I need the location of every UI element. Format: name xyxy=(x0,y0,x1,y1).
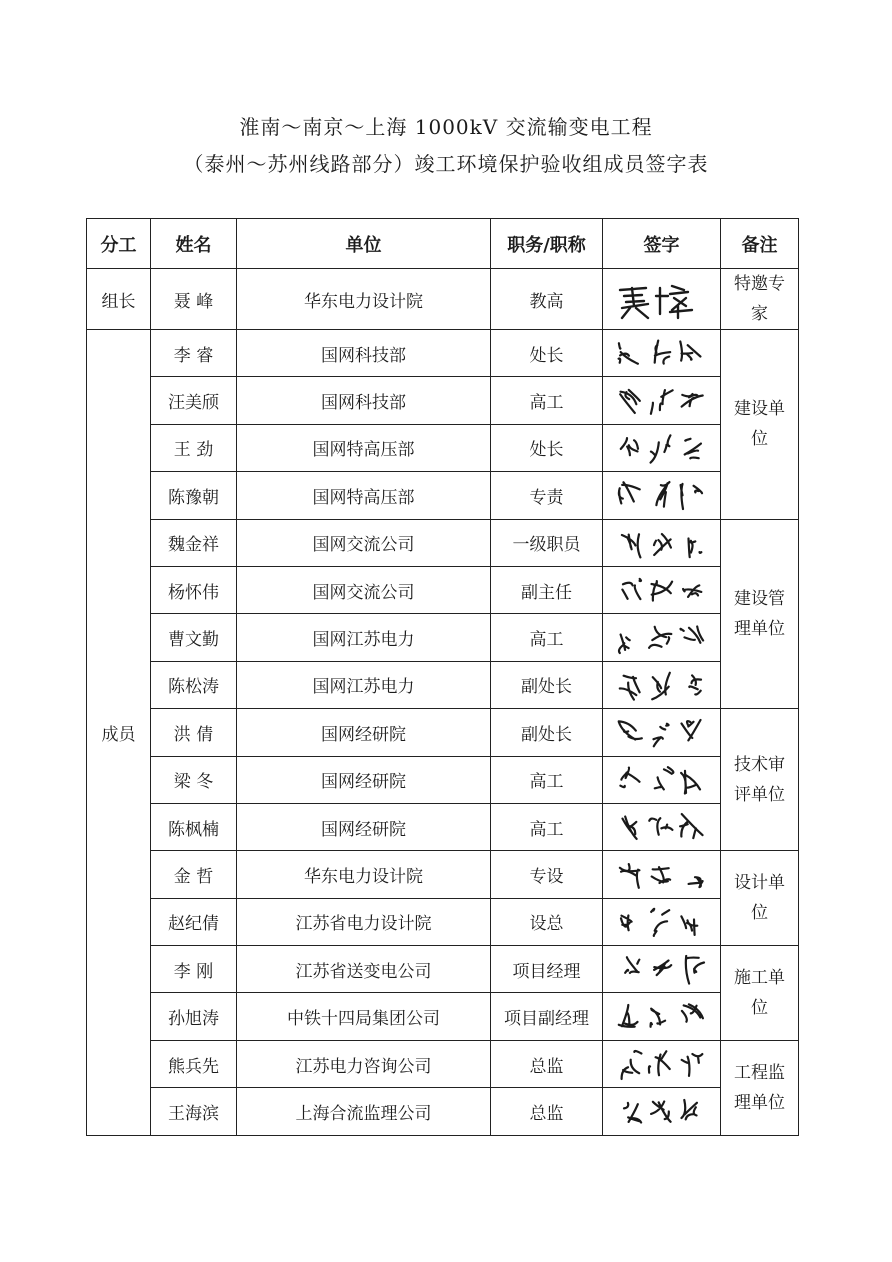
member-name: 王海滨 xyxy=(151,1088,237,1135)
member-signature xyxy=(603,377,721,424)
member-unit: 华东电力设计院 xyxy=(237,851,491,898)
member-signature xyxy=(603,946,721,993)
table-row xyxy=(87,898,799,945)
member-position: 总监 xyxy=(491,1088,603,1135)
handwritten-signature-icon xyxy=(610,522,714,564)
member-position: 总监 xyxy=(491,1040,603,1087)
leader-name: 聂 峰 xyxy=(151,269,237,330)
document-title-line-2: （泰州～苏州线路部分）竣工环境保护验收组成员签字表 xyxy=(183,152,709,176)
member-position: 项目副经理 xyxy=(491,993,603,1040)
handwritten-signature-icon xyxy=(610,759,714,801)
member-position: 一级职员 xyxy=(491,519,603,566)
table-row xyxy=(87,946,799,993)
member-unit: 国网科技部 xyxy=(237,377,491,424)
member-name: 曹文勤 xyxy=(151,614,237,661)
member-unit: 江苏省送变电公司 xyxy=(237,946,491,993)
member-name: 熊兵先 xyxy=(151,1040,237,1087)
member-unit: 国网经研院 xyxy=(237,756,491,803)
member-signature xyxy=(603,803,721,850)
member-unit: 国网科技部 xyxy=(237,330,491,377)
header-note: 备注 xyxy=(721,219,799,269)
member-name: 汪美颀 xyxy=(151,377,237,424)
table-row xyxy=(87,472,799,519)
member-position: 副处长 xyxy=(491,661,603,708)
table-row xyxy=(87,377,799,424)
leader-role: 组长 xyxy=(87,269,151,330)
table-row xyxy=(87,566,799,613)
member-signature xyxy=(603,661,721,708)
table-row xyxy=(87,803,799,850)
member-unit: 国网特高压部 xyxy=(237,472,491,519)
handwritten-signature-icon xyxy=(610,1090,714,1132)
note-guanli: 建设管理单位 xyxy=(721,519,799,709)
member-signature xyxy=(603,851,721,898)
document-title-line-1: 淮南～南京～上海 1000kV 交流输变电工程 xyxy=(239,115,653,139)
leader-note: 特邀专家 xyxy=(721,269,799,330)
member-unit: 国网江苏电力 xyxy=(237,661,491,708)
handwritten-signature-icon xyxy=(610,427,714,469)
member-name: 金 哲 xyxy=(151,851,237,898)
signature-table xyxy=(86,218,799,1136)
member-unit: 国网交流公司 xyxy=(237,566,491,613)
handwritten-signature-icon xyxy=(610,332,714,374)
handwritten-signature-icon xyxy=(610,474,714,516)
table-row xyxy=(87,1040,799,1087)
member-name: 陈松涛 xyxy=(151,661,237,708)
member-name: 陈枫楠 xyxy=(151,803,237,850)
member-signature xyxy=(603,1040,721,1087)
member-position: 高工 xyxy=(491,756,603,803)
header-name: 姓名 xyxy=(151,219,237,269)
table-row xyxy=(87,330,799,377)
member-name: 魏金祥 xyxy=(151,519,237,566)
handwritten-signature-icon xyxy=(610,806,714,848)
handwritten-signature-icon xyxy=(610,853,714,895)
handwritten-signature-icon xyxy=(610,901,714,943)
leader-signature xyxy=(603,269,721,330)
member-name: 洪 倩 xyxy=(151,709,237,756)
member-signature xyxy=(603,709,721,756)
member-unit: 国网经研院 xyxy=(237,709,491,756)
leader-unit: 华东电力设计院 xyxy=(237,269,491,330)
member-name: 孙旭涛 xyxy=(151,993,237,1040)
member-signature xyxy=(603,519,721,566)
note-jianshe: 建设单位 xyxy=(721,330,799,520)
member-name: 杨怀伟 xyxy=(151,566,237,613)
leader-position: 教高 xyxy=(491,269,603,330)
note-sheji: 设计单位 xyxy=(721,851,799,946)
handwritten-signature-icon xyxy=(610,996,714,1038)
member-position: 处长 xyxy=(491,330,603,377)
member-position: 高工 xyxy=(491,377,603,424)
member-signature xyxy=(603,993,721,1040)
handwritten-signature-icon xyxy=(610,380,714,422)
note-jianli: 工程监理单位 xyxy=(721,1040,799,1135)
table-row xyxy=(87,709,799,756)
handwritten-signature-icon xyxy=(610,664,714,706)
member-name: 陈豫朝 xyxy=(151,472,237,519)
member-unit: 国网经研院 xyxy=(237,803,491,850)
member-signature xyxy=(603,566,721,613)
header-signature: 签字 xyxy=(603,219,721,269)
member-unit: 国网江苏电力 xyxy=(237,614,491,661)
table-row xyxy=(87,519,799,566)
member-signature xyxy=(603,330,721,377)
member-unit: 上海合流监理公司 xyxy=(237,1088,491,1135)
member-signature xyxy=(603,424,721,471)
table-row xyxy=(87,851,799,898)
member-signature xyxy=(603,1088,721,1135)
header-role: 分工 xyxy=(87,219,151,269)
note-jishu: 技术审评单位 xyxy=(721,709,799,851)
member-position: 专设 xyxy=(491,851,603,898)
note-shigong: 施工单位 xyxy=(721,946,799,1041)
leader-row xyxy=(87,269,799,330)
table-row xyxy=(87,424,799,471)
member-name: 梁 冬 xyxy=(151,756,237,803)
table-row xyxy=(87,993,799,1040)
member-position: 高工 xyxy=(491,614,603,661)
member-name: 赵纪倩 xyxy=(151,898,237,945)
table-row xyxy=(87,661,799,708)
member-unit: 江苏省电力设计院 xyxy=(237,898,491,945)
header-unit: 单位 xyxy=(237,219,491,269)
handwritten-signature-icon xyxy=(610,1043,714,1085)
handwritten-signature-icon xyxy=(612,276,712,322)
member-unit: 中铁十四局集团公司 xyxy=(237,993,491,1040)
member-name: 李 睿 xyxy=(151,330,237,377)
header-position: 职务/职称 xyxy=(491,219,603,269)
member-position: 副主任 xyxy=(491,566,603,613)
member-position: 副处长 xyxy=(491,709,603,756)
handwritten-signature-icon xyxy=(610,711,714,753)
member-position: 专责 xyxy=(491,472,603,519)
handwritten-signature-icon xyxy=(610,569,714,611)
handwritten-signature-icon xyxy=(610,948,714,990)
table-header-row xyxy=(87,219,799,269)
handwritten-signature-icon xyxy=(610,617,714,659)
table-row xyxy=(87,614,799,661)
member-name: 李 刚 xyxy=(151,946,237,993)
member-signature xyxy=(603,472,721,519)
table-row xyxy=(87,756,799,803)
member-position: 处长 xyxy=(491,424,603,471)
members-role: 成员 xyxy=(87,330,151,1136)
member-position: 设总 xyxy=(491,898,603,945)
member-signature xyxy=(603,614,721,661)
member-unit: 国网特高压部 xyxy=(237,424,491,471)
member-name: 王 劲 xyxy=(151,424,237,471)
member-position: 高工 xyxy=(491,803,603,850)
member-signature xyxy=(603,756,721,803)
member-position: 项目经理 xyxy=(491,946,603,993)
table-row xyxy=(87,1088,799,1135)
member-unit: 江苏电力咨询公司 xyxy=(237,1040,491,1087)
member-signature xyxy=(603,898,721,945)
member-unit: 国网交流公司 xyxy=(237,519,491,566)
